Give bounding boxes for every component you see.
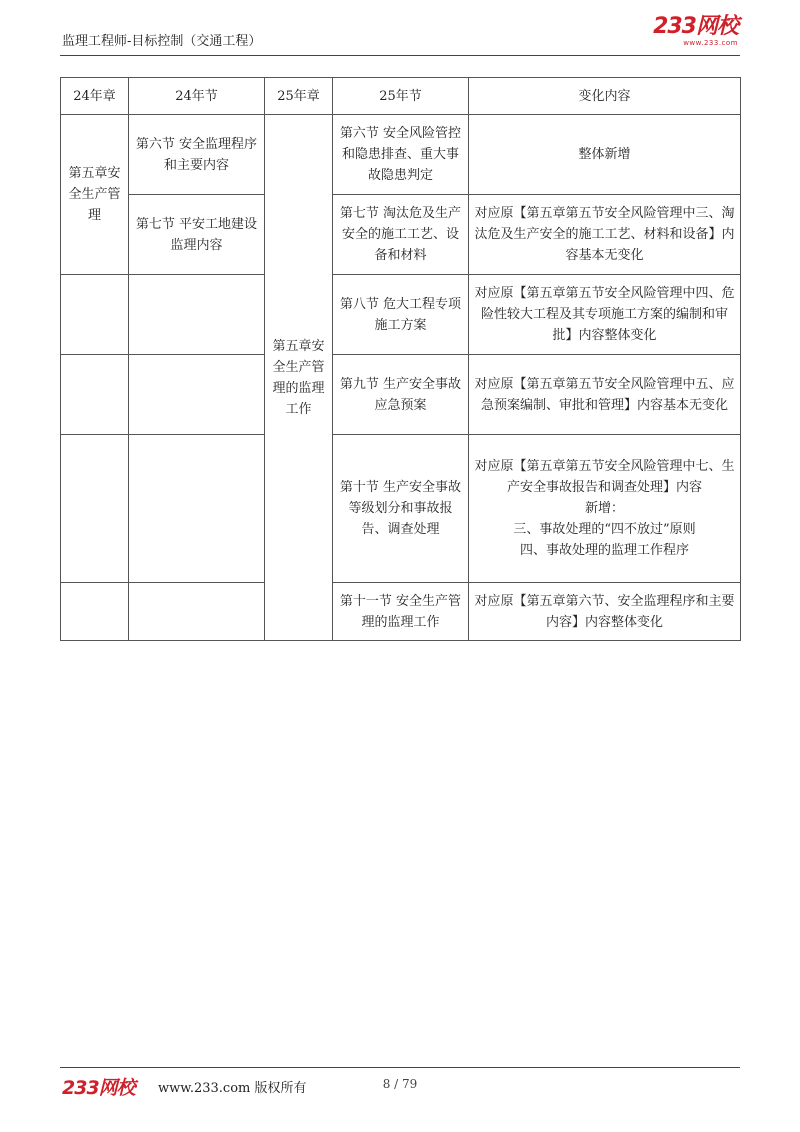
chapter-24-cell: 第五章安全生产管理	[61, 115, 129, 275]
table-row	[61, 195, 741, 275]
empty-cell	[61, 275, 129, 355]
section-25-cell: 第十节 生产安全事故等级划分和事故报告、调查处理	[333, 435, 469, 583]
column-header: 变化内容	[469, 78, 741, 115]
section-25-cell: 第七节 淘汰危及生产安全的施工工艺、设备和材料	[333, 195, 469, 275]
section-24-cell: 第六节 安全监理程序和主要内容	[129, 115, 265, 195]
new-item: 三、事故处理的“四不放过”原则	[513, 522, 696, 537]
table-row	[61, 355, 741, 435]
change-content-cell: 整体新增	[469, 115, 741, 195]
column-header: 25年章	[265, 78, 333, 115]
change-content-cell: 对应原【第五章第五节安全风险管理中五、应急预案编制、审批和管理】内容基本无变化	[469, 355, 741, 435]
section-24-cell: 第七节 平安工地建设监理内容	[129, 195, 265, 275]
change-content-cell: 对应原【第五章第六节、安全监理程序和主要内容】内容整体变化	[469, 583, 741, 641]
footer-divider	[60, 1067, 740, 1068]
new-label: 新增：	[584, 501, 624, 516]
change-content-cell: 对应原【第五章第五节安全风险管理中四、危险性较大工程及其专项施工方案的编制和审批】内容整体变化	[469, 275, 741, 355]
empty-cell	[61, 583, 129, 641]
header-divider	[60, 55, 740, 56]
new-item: 四、事故处理的监理工作程序	[519, 543, 689, 558]
table-row	[61, 115, 741, 195]
table-header-row	[61, 78, 741, 115]
brand-logo[interactable]	[653, 16, 738, 47]
column-header: 25年节	[333, 78, 469, 115]
document-header-title: 监理工程师-目标控制（交通工程）	[62, 34, 262, 49]
column-header: 24年节	[129, 78, 265, 115]
section-25-cell: 第九节 生产安全事故应急预案	[333, 355, 469, 435]
change-content-cell	[469, 435, 741, 583]
brand-logo-text: 233网校	[653, 14, 738, 39]
empty-cell	[129, 583, 265, 641]
table-row	[61, 435, 741, 583]
empty-cell	[129, 275, 265, 355]
chapter-comparison-table	[60, 77, 741, 641]
change-content-cell: 对应原【第五章第五节安全风险管理中三、淘汰危及生产安全的施工工艺、材料和设备】内容基本无变化	[469, 195, 741, 275]
section-25-cell: 第六节 安全风险管控和隐患排查、重大事故隐患判定	[333, 115, 469, 195]
column-header: 24年章	[61, 78, 129, 115]
footer-brand-logo[interactable]: 233网校	[62, 1077, 135, 1099]
section-25-cell: 第十一节 安全生产管理的监理工作	[333, 583, 469, 641]
empty-cell	[129, 435, 265, 583]
empty-cell	[61, 435, 129, 583]
empty-cell	[61, 355, 129, 435]
table-row	[61, 275, 741, 355]
table-row	[61, 583, 741, 641]
footer-copyright: www.233.com 版权所有	[158, 1081, 307, 1096]
page-number: 8 / 79	[382, 1077, 418, 1091]
empty-cell	[129, 355, 265, 435]
section-25-cell: 第八节 危大工程专项施工方案	[333, 275, 469, 355]
change-content-text: 对应原【第五章第五节安全风险管理中七、生产安全事故报告和调查处理】内容	[474, 459, 735, 495]
brand-logo-url: www.233.com	[683, 39, 738, 47]
chapter-25-cell: 第五章安全生产管理的监理工作	[265, 115, 333, 641]
